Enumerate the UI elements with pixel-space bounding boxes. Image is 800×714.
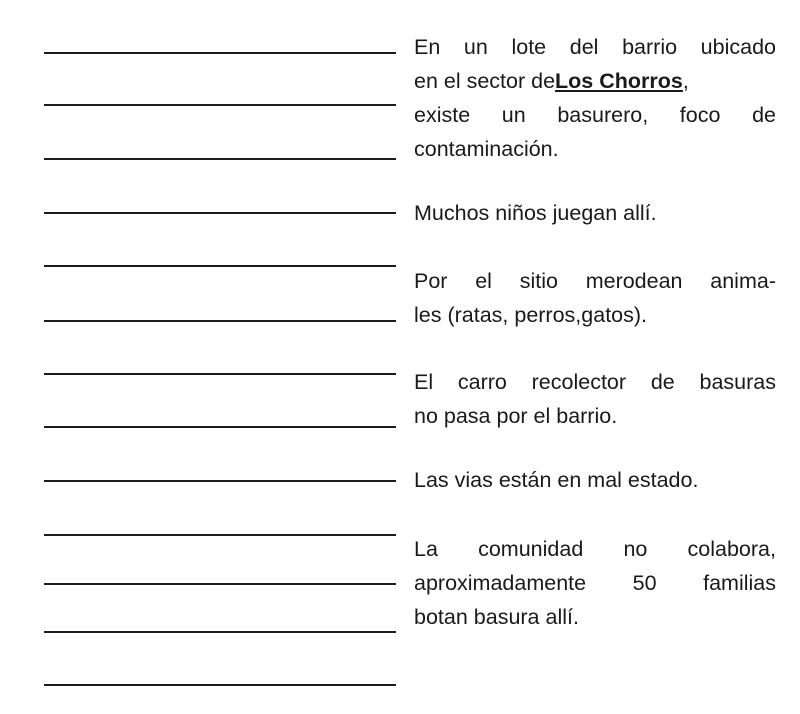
answer-line-6[interactable] (44, 320, 396, 322)
answer-line-12[interactable] (44, 631, 396, 633)
answer-line-1[interactable] (44, 52, 396, 54)
answer-line-8[interactable] (44, 426, 396, 428)
answer-line-10[interactable] (44, 534, 396, 536)
statement-text-line: no pasa por el barrio. (414, 404, 618, 428)
statement-carro (414, 365, 776, 433)
statement-text-line: En un lote del barrio ubicado (414, 35, 776, 59)
statement-animales (414, 264, 776, 332)
statement-text-line: aproximadamente 50 familias (414, 571, 776, 595)
statement-ninos (414, 196, 776, 230)
statement-text-line: Las vias están en mal estado. (414, 468, 699, 492)
answer-line-13[interactable] (44, 684, 396, 686)
statement-text-line: botan basura allí. (414, 605, 579, 629)
answer-line-11[interactable] (44, 583, 396, 585)
answer-line-2[interactable] (44, 104, 396, 106)
answer-line-3[interactable] (44, 158, 396, 160)
statement-text-line (414, 64, 776, 98)
statement-text-line: les (ratas, perros,gatos). (414, 303, 648, 327)
statement-text-line: contaminación. (414, 137, 559, 161)
statement-comunidad (414, 532, 776, 634)
statement-text-line: Por el sitio merodean anima- (414, 269, 776, 293)
statement-text-line: La comunidad no colabora, (414, 537, 776, 561)
statement-text-line: El carro recolector de basuras (414, 370, 776, 394)
statement-text-line: existe un basurero, foco de (414, 103, 776, 127)
answer-line-5[interactable] (44, 265, 396, 267)
statement-basurero (414, 30, 776, 166)
answer-line-4[interactable] (44, 212, 396, 214)
answer-line-7[interactable] (44, 373, 396, 375)
statement-text-line: Muchos niños juegan allí. (414, 201, 657, 225)
statement-vias (414, 463, 776, 497)
answer-line-9[interactable] (44, 480, 396, 482)
statement-text-fragment: en el sector de (414, 69, 556, 93)
place-name: Los Chorros (555, 69, 683, 93)
place-suffix: , (682, 69, 689, 93)
